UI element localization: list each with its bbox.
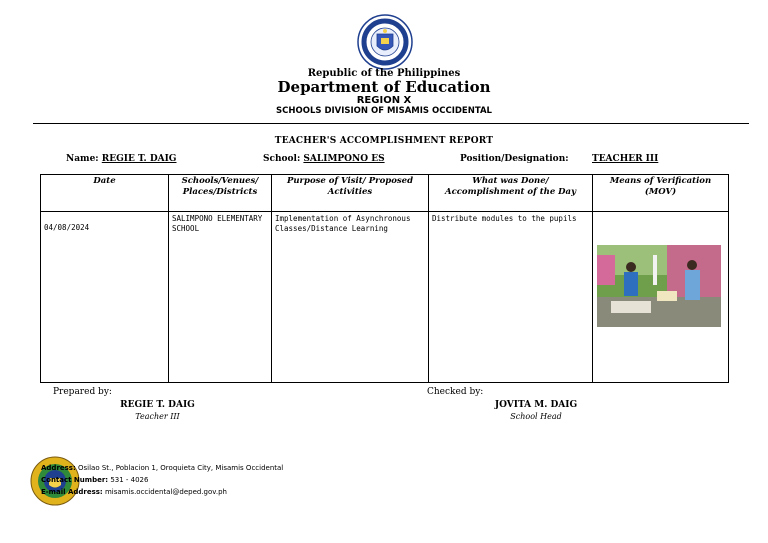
footer-email: [41, 488, 227, 496]
prepared-role: Teacher III: [135, 412, 180, 421]
prepared-by-label: Prepared by:: [53, 387, 112, 397]
address-value: Osilao St., Poblacion 1, Oroquieta City, Misamis Occidental: [78, 464, 284, 472]
position-field: [592, 154, 658, 164]
email-value: misamis.occidental@deped.gov.ph: [104, 488, 227, 496]
date-value: 04/08/2024: [44, 223, 90, 232]
cell-school: SALIMPONO ELEMENTARY SCHOOL: [169, 212, 272, 383]
cell-purpose: Implementation of Asynchronous Classes/Distance Learning: [272, 212, 429, 383]
header-mov: Means of Verification (MOV): [593, 175, 729, 212]
footer-address: [41, 464, 283, 472]
division-line: SCHOOLS DIVISION OF MISAMIS OCCIDENTAL: [276, 106, 492, 116]
footer-contact: [41, 476, 148, 484]
checked-name: JOVITA M. DAIG: [494, 400, 578, 410]
email-label: E-mail Address:: [41, 488, 103, 496]
school-field: [263, 154, 385, 164]
deped-seal-icon: [357, 14, 413, 70]
prepared-name: REGIE T. DAIG: [120, 400, 195, 410]
position-label: Position/Designation:: [460, 154, 569, 164]
header-purpose: Purpose of Visit/ Proposed Activities: [272, 175, 429, 212]
name-value: REGIE T. DAIG: [101, 154, 177, 164]
mov-photo: [597, 245, 721, 327]
republic-line: Republic of the Philippines: [307, 68, 461, 79]
name-label: Name:: [66, 154, 99, 164]
header-done: What was Done/ Accomplishment of the Day: [429, 175, 593, 212]
checked-role: School Head: [510, 412, 562, 421]
header-date: Date: [41, 175, 169, 212]
checked-by-label: Checked by:: [427, 387, 484, 397]
report-title: TEACHER'S ACCOMPLISHMENT REPORT: [274, 136, 494, 146]
region-line: REGION X: [356, 95, 412, 106]
department-title: Department of Education: [277, 78, 491, 96]
cell-done: Distribute modules to the pupils: [429, 212, 593, 383]
contact-value: 531 - 4026: [110, 476, 149, 484]
name-field: [66, 154, 177, 164]
school-value: SALIMPONO ES: [303, 154, 385, 164]
school-label: School:: [263, 154, 301, 164]
table-header-row: [41, 175, 729, 212]
address-label: Address:: [41, 464, 76, 472]
header-divider: [33, 123, 749, 124]
position-value: TEACHER III: [592, 154, 659, 164]
contact-label: Contact Number:: [41, 476, 109, 484]
header-schools: Schools/Venues/ Places/Districts: [169, 175, 272, 212]
cell-date: [41, 212, 169, 383]
